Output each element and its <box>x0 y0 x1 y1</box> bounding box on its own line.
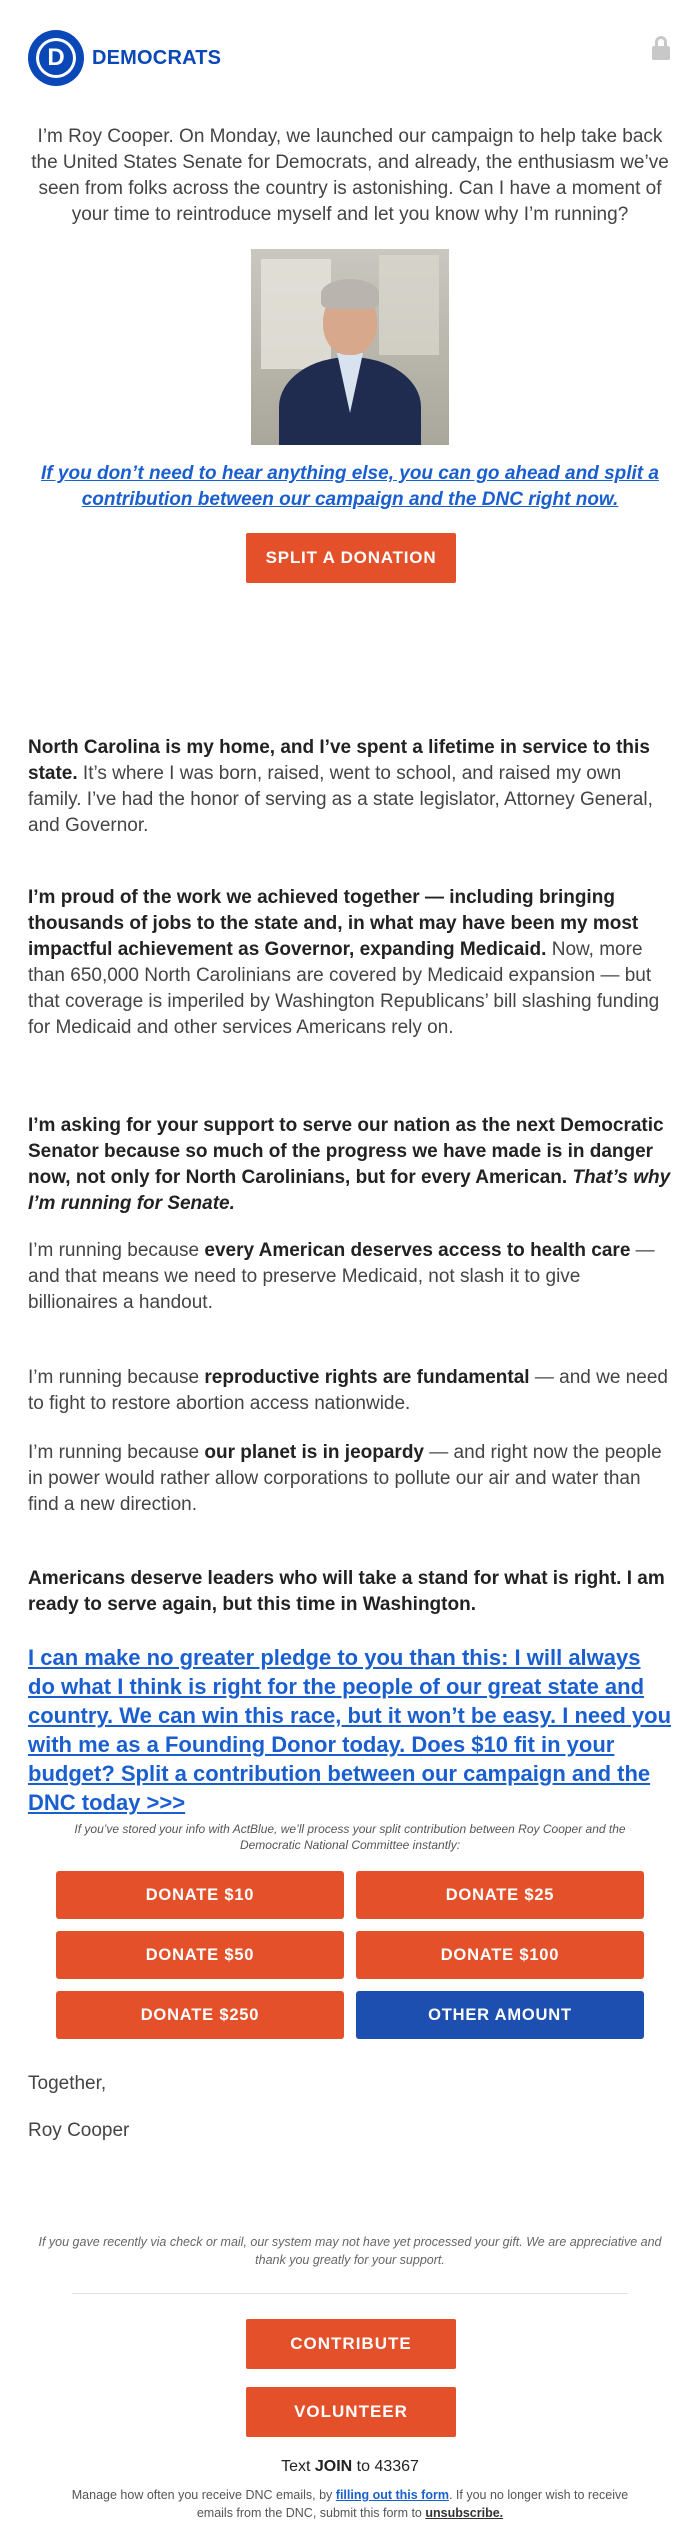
split-contribution-link[interactable]: If you don’t need to hear anything else, you can go ahead and split a contribution between our campaign and the DNC right now. <box>41 463 659 510</box>
paragraph-leaders: Americans deserve leaders who will take a stand for what is right. I am ready to serve again, but this time in Washington. <box>28 1568 665 1615</box>
founding-donor-link[interactable]: I can make no greater pledge to you than this: I will always do what I think is right for the people of our great state and country. We can win this race, but it won’t be easy. I need you with me as a Founding Donor today. Does $10 fit in your budget? Split a contribution between our campaign and the DNC today >>> <box>28 1645 672 1815</box>
donate-100-button[interactable]: DONATE $100 <box>356 1931 644 1979</box>
donate-25-button[interactable]: DONATE $25 <box>356 1871 644 1919</box>
donate-50-button[interactable]: DONATE $50 <box>56 1931 344 1979</box>
paragraph-reproductive-rights: I’m running because reproductive rights are fundamental — and we need to fight to restore abortion access nationwide. <box>28 1367 668 1414</box>
contribute-button[interactable]: CONTRIBUTE <box>246 2319 456 2369</box>
footer-divider <box>72 2293 628 2294</box>
text-join-line: Text JOIN to 43367 <box>281 2458 419 2475</box>
gift-processing-note: If you gave recently via check or mail, our system may not have yet processed your gift. We are appreciative and thank you greatly for your support. <box>38 2235 662 2267</box>
actblue-note: If you’ve stored your info with ActBlue, we’ll process your split contribution between Roy Cooper and the Democratic National Committee instantly: <box>74 1822 626 1852</box>
logo-text: DEMOCRATS <box>92 46 222 69</box>
closing: Together, <box>28 2073 107 2094</box>
split-donation-button[interactable]: SPLIT A DONATION <box>246 533 456 583</box>
democrats-d-icon: D <box>28 30 84 86</box>
democrats-logo[interactable] <box>28 30 221 86</box>
lock-icon <box>652 36 670 60</box>
manage-emails-form-link[interactable]: filling out this form <box>335 2488 449 2502</box>
other-amount-button[interactable]: OTHER AMOUNT <box>356 1991 644 2039</box>
donate-250-button[interactable]: DONATE $250 <box>56 1991 344 2039</box>
intro-paragraph: I’m Roy Cooper. On Monday, we launched our campaign to help take back the United States Senate for Democrats, and already, the enthusiasm we’ve seen from folks across the country is astonishing. Can I have a moment of your time to reintroduce myself and let you know why I’m running? <box>31 126 669 225</box>
unsubscribe-link[interactable]: unsubscribe. <box>425 2506 504 2520</box>
paragraph-home: North Carolina is my home, and I’ve spent a lifetime in service to this state. It’s where I was born, raised, went to school, and raised my own family. I’ve had the honor of serving as a state legislator, Attorney General, and Governor. <box>28 737 653 836</box>
donate-10-button[interactable]: DONATE $10 <box>56 1871 344 1919</box>
paragraph-planet: I’m running because our planet is in jeopardy — and right now the people in power would rather allow corporations to pollute our air and water than find a new direction. <box>28 1442 662 1515</box>
candidate-photo <box>251 249 449 445</box>
manage-emails-text: Manage how often you receive DNC emails, by filling out this form. If you no longer wish to receive emails from the DNC, submit this form to unsubscribe. <box>71 2488 629 2520</box>
volunteer-button[interactable]: VOLUNTEER <box>246 2387 456 2437</box>
join-keyword: JOIN <box>314 2458 353 2475</box>
paragraph-health-care: I’m running because every American deserves access to health care — and that means we need to preserve Medicaid, not slash it to give billionaires a handout. <box>28 1240 655 1313</box>
signature: Roy Cooper <box>28 2120 130 2141</box>
email-header <box>0 0 700 116</box>
paragraph-support: I’m asking for your support to serve our nation as the next Democratic Senator because so much of the progress we have made is in danger now, not only for North Carolinians, but for every American. That’s why I’m running for Senate. <box>28 1115 671 1214</box>
paragraph-medicaid: I’m proud of the work we achieved together — including bringing thousands of jobs to the state and, in what may have been my most impactful achievement as Governor, expanding Medicaid. Now, more than 650,000 North Carolinians are covered by Medicaid expansion — but that coverage is imperiled by Washington Republicans’ bill slashing funding for Medicaid and other services Americans rely on. <box>28 887 660 1038</box>
